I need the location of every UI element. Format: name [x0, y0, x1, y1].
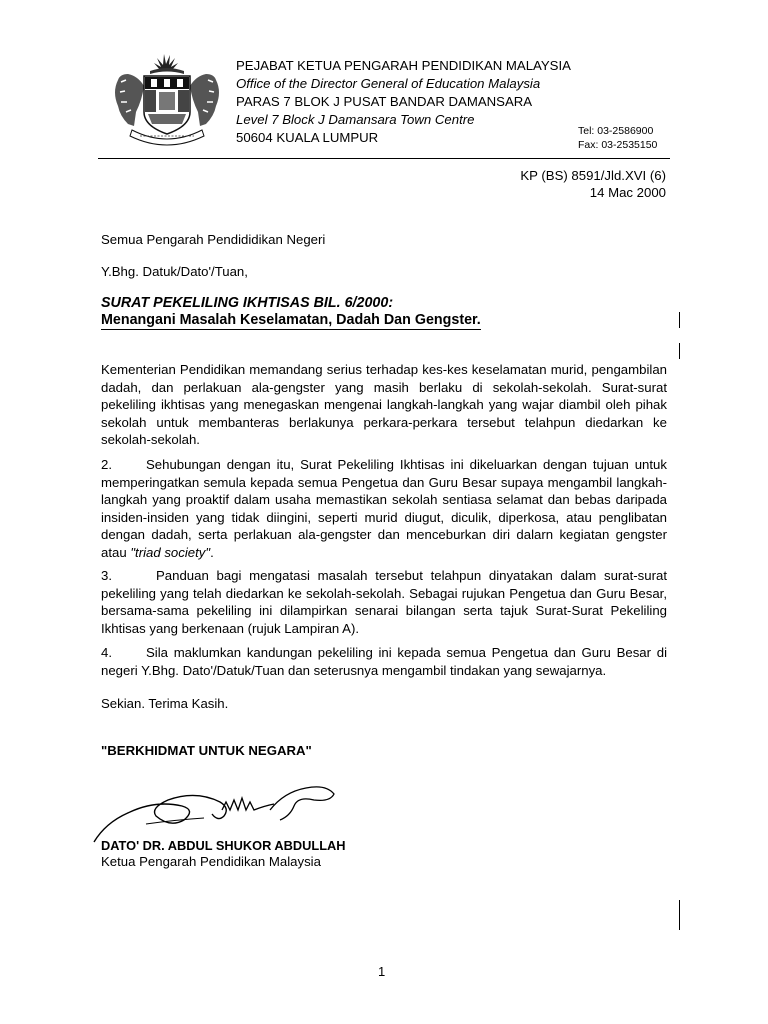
letter-date: 14 Mac 2000: [589, 185, 666, 200]
closing: Sekian. Terima Kasih.: [101, 696, 229, 711]
recipient: Semua Pengarah Pendididikan Negeri: [101, 232, 326, 247]
page-number: 1: [378, 964, 386, 979]
coat-of-arms-crest: [108, 50, 226, 150]
subject-subtitle: Menangani Masalah Keselamatan, Dadah Dan Gengster.: [101, 312, 481, 328]
salutation: Y.Bhg. Datuk/Dato'/Tuan,: [101, 264, 248, 279]
header-telephone: Tel: 03-2586900: [578, 125, 654, 137]
margin-mark: [679, 312, 680, 328]
header-postcode-city: 50604 KUALA LUMPUR: [236, 130, 379, 145]
margin-mark: [679, 343, 680, 359]
paragraph-3: [101, 567, 667, 637]
header-fax: Fax: 03-2535150: [578, 139, 658, 151]
signatory-name: DATO' DR. ABDUL SHUKOR ABDULLAH: [101, 838, 346, 853]
paragraph-1: Kementerian Pendidikan memandang serius terhadap kes-kes keselamatan murid, pengambilan dadah, dan perlakuan ala-gengster yang masih berlaku di sekolah-sekolah. Surat-surat pekeliling ikhtisas yang menegaskan mengenai langkah-langkah yang wajar diambil oleh pihak sekolah untuk membanteras berlakunya perkara-perkara tersebut telahpun diedarkan ke sekolah-sekolah.: [101, 362, 667, 447]
paragraph-number: 4.: [101, 645, 112, 660]
reference-number: KP (BS) 8591/Jld.XVI (6): [520, 168, 666, 183]
paragraph-4-text: Sila maklumkan kandungan pekeliling ini kepada semua Pengetua dan Guru Besar di negeri Y.Bhg. Dato'/Datuk/Tuan dan seterusnya mengambil tindakan yang sewajarnya.: [101, 645, 667, 678]
header-address-line: PARAS 7 BLOK J PUSAT BANDAR DAMANSARA: [236, 94, 533, 109]
paragraph-3-text: Panduan bagi mengatasi masalah tersebut telahpun dinyatakan dalam surat-surat pekeliling yang telah diedarkan ke sekolah-sekolah. Sebagai rujukan Pengetua dan Guru Besar, bersama-sama pekeliling ini dilampirkan senarai bilangan serta tajuk Surat-Surat Pekeliling Ikhtisas yang berkenaan (rujuk Lampiran A).: [101, 568, 667, 636]
subject-title: SURAT PEKELILING IKHTISAS BIL. 6/2000:: [101, 295, 394, 311]
paragraph-2-end: .: [210, 544, 214, 560]
paragraph-number: 2.: [101, 457, 112, 472]
paragraph-4: [101, 644, 667, 679]
motto: "BERKHIDMAT UNTUK NEGARA": [101, 743, 312, 758]
header-office-name: PEJABAT KETUA PENGARAH PENDIDIKAN MALAYSIA: [236, 58, 571, 73]
paragraph-number: 3.: [101, 568, 112, 583]
paragraph-2-italic-term: "triad society": [130, 544, 211, 560]
header-office-name-english: Office of the Director General of Education Malaysia: [236, 76, 541, 91]
header-divider: [98, 158, 670, 159]
margin-mark: [679, 900, 680, 930]
paragraph-2: [101, 456, 667, 561]
header-address-line-english: Level 7 Block J Damansara Town Centre: [236, 112, 475, 127]
signatory-title: Ketua Pengarah Pendidikan Malaysia: [101, 854, 321, 869]
paragraph-2-text: Sehubungan dengan itu, Surat Pekeliling Ikhtisas ini dikeluarkan dengan tujuan untuk memperingatkan semula kepada semua Pengetua dan Guru Besar supaya mengambil langkah-langkah yang proaktif dalam usaha memastikan sekolah sentiasa selamat dan bebas daripada insiden-insiden yang tidak diingini, seperti murid diugut, diculik, diperkosa, atau penglibatan dengan dadah, serta perlakuan ala-gengster dan menceburkan diri dalarn kegiatan gengster atau: [101, 457, 667, 560]
